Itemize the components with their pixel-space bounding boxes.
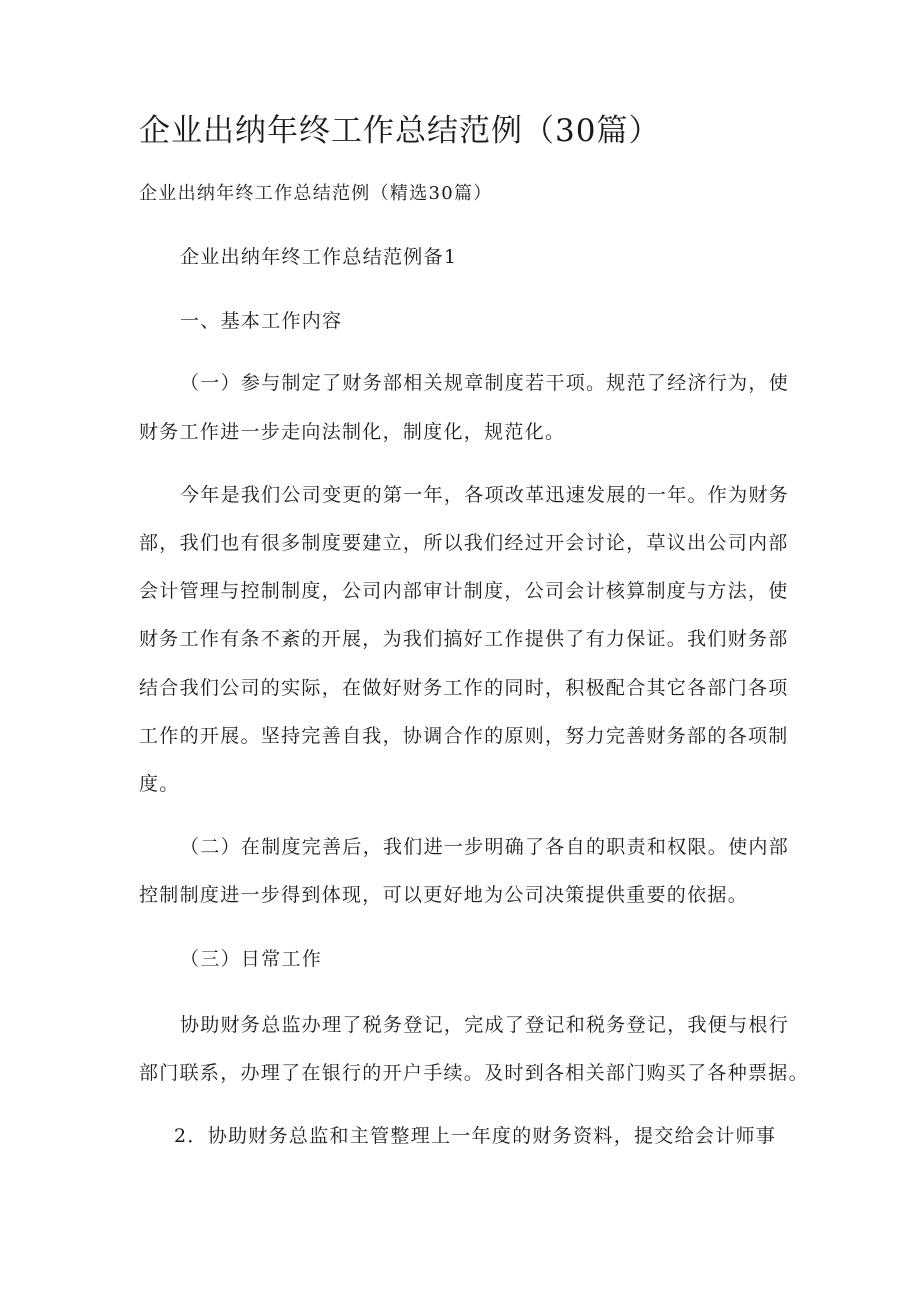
paragraph-1-line-2: 财务工作进一步走向法制化，制度化，规范化。 (139, 421, 566, 443)
paragraph-3-line-1: （二）在制度完善后，我们进一步明确了各自的职责和权限。使内部 (180, 836, 790, 858)
paragraph-2-line-6: 工作的开展。坚持完善自我，协调合作的原则，努力完善财务部的各项制 (139, 725, 789, 747)
paragraph-2-line-1: 今年是我们公司变更的第一年，各项改革迅速发展的一年。作为财务 (180, 484, 790, 506)
part-one-heading: 一、基本工作内容 (180, 310, 343, 332)
paragraph-2-line-3: 会计管理与控制制度，公司内部审计制度，公司会计核算制度与方法，使 (139, 580, 789, 602)
paragraph-2-line-4: 财务工作有条不紊的开展，为我们搞好工作提供了有力保证。我们财务部 (139, 628, 789, 650)
paragraph-2-line-2: 部，我们也有很多制度要建立，所以我们经过开会讨论，草议出公司内部 (139, 532, 789, 554)
paragraph-1-line-1: （一）参与制定了财务部相关规章制度若干项。规范了经济行为，使 (180, 372, 790, 394)
paragraph-4-line-1: 协助财务总监办理了税务登记，完成了登记和税务登记，我便与根行 (180, 1014, 790, 1036)
paragraph-3-line-2: 控制制度进一步得到体现，可以更好地为公司决策提供重要的依据。 (139, 884, 749, 906)
paragraph-5-line-1: 2．协助财务总监和主管整理上一年度的财务资料，提交给会计师事 (174, 1125, 777, 1147)
paragraph-2-line-5: 结合我们公司的实际，在做好财务工作的同时，积极配合其它各部门各项 (139, 677, 789, 699)
document-title: 企业出纳年终工作总结范例（30篇） (139, 113, 661, 149)
paragraph-2-line-7: 度。 (139, 773, 180, 795)
document-subtitle: 企业出纳年终工作总结范例（精选30篇） (139, 183, 493, 204)
section-heading: 企业出纳年终工作总结范例备1 (180, 246, 458, 268)
part-three-heading: （三）日常工作 (180, 948, 323, 970)
paragraph-4-line-2: 部门联系，办理了在银行的开户手续。及时到各相关部门购买了各种票据。 (139, 1062, 809, 1084)
